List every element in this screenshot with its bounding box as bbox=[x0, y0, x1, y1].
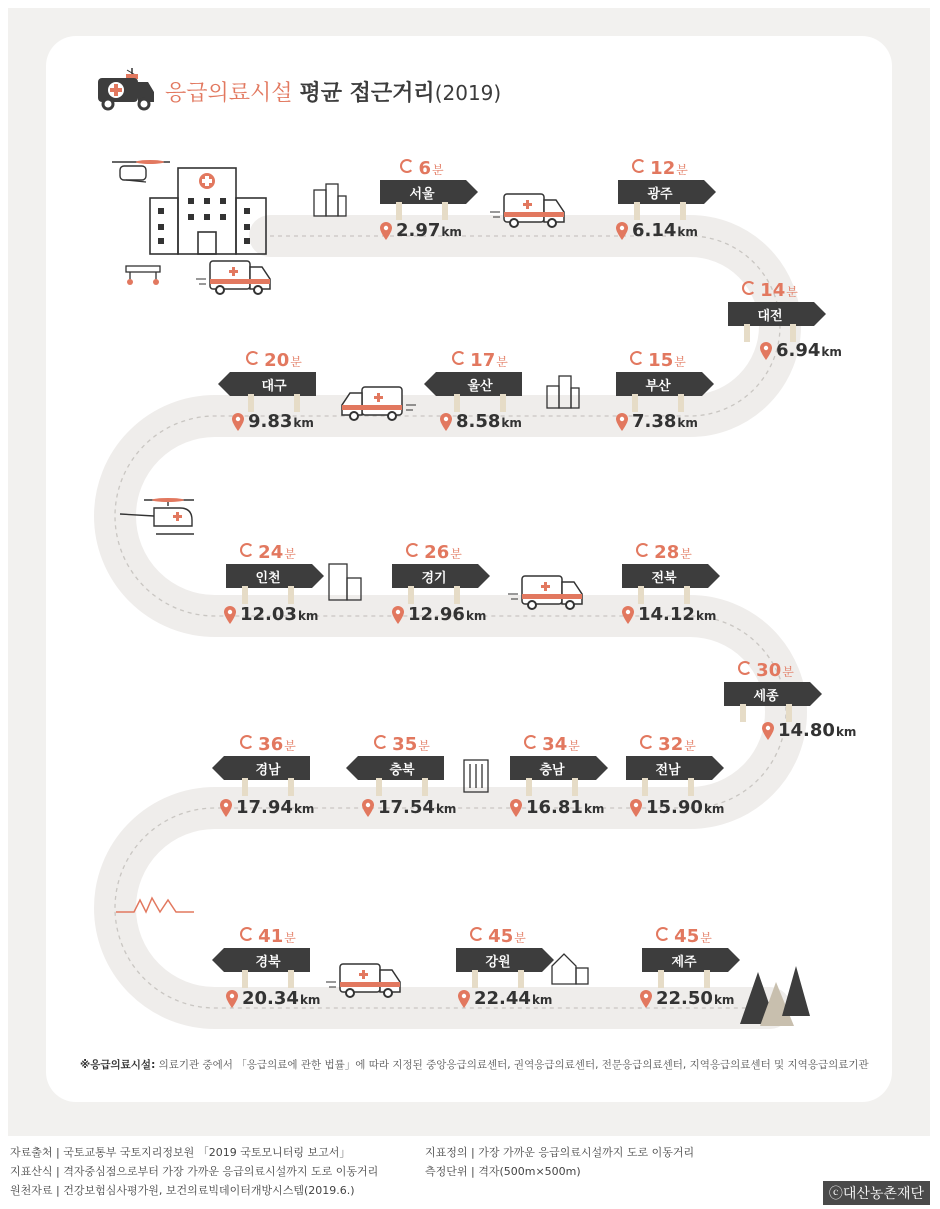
distance-unit: km bbox=[531, 993, 553, 1007]
region-sign bbox=[424, 372, 536, 396]
region-sign bbox=[346, 756, 458, 780]
region-sign bbox=[714, 302, 826, 326]
clock-icon bbox=[406, 543, 420, 557]
clock-icon bbox=[240, 927, 254, 941]
minutes-unit: 분 bbox=[568, 739, 580, 753]
sign-post bbox=[454, 394, 460, 412]
region-sign bbox=[608, 564, 720, 588]
minutes-value: 34 bbox=[542, 734, 568, 755]
source-info-left bbox=[10, 1143, 378, 1200]
location-pin-icon bbox=[220, 799, 232, 817]
distance-label bbox=[440, 411, 522, 432]
minutes-unit: 분 bbox=[674, 355, 686, 369]
region-sign bbox=[628, 948, 740, 972]
travel-time bbox=[212, 734, 324, 755]
minutes-value: 45 bbox=[674, 926, 700, 947]
copyright-badge: ⓒ대산농촌재단 bbox=[823, 1181, 930, 1205]
distance-value: 17.54 bbox=[378, 797, 435, 818]
sign-post bbox=[376, 778, 382, 796]
region-label: 대전 bbox=[757, 309, 783, 324]
minutes-unit: 분 bbox=[496, 355, 508, 369]
sign-post bbox=[634, 202, 640, 220]
region-label: 충남 bbox=[539, 763, 565, 778]
location-pin-icon bbox=[224, 606, 236, 624]
ambulance-icon bbox=[196, 257, 272, 297]
minutes-unit: 분 bbox=[431, 163, 444, 177]
location-pin-icon bbox=[226, 990, 238, 1008]
sign-post bbox=[442, 202, 448, 220]
sign-post bbox=[704, 970, 710, 988]
distance-label bbox=[616, 411, 698, 432]
title-highlight: 응급의료시설 bbox=[165, 81, 293, 106]
minutes-unit: 분 bbox=[786, 285, 798, 299]
travel-time bbox=[710, 660, 822, 681]
region-sign bbox=[602, 372, 714, 396]
minutes-unit: 분 bbox=[700, 931, 712, 945]
sign-post bbox=[688, 778, 694, 796]
sign-post bbox=[684, 586, 690, 604]
location-pin-icon bbox=[616, 413, 628, 431]
travel-time bbox=[378, 542, 490, 563]
clock-icon bbox=[400, 159, 414, 173]
location-pin-icon bbox=[440, 413, 452, 431]
distance-value: 15.90 bbox=[646, 797, 703, 818]
travel-time bbox=[608, 542, 720, 563]
region-label: 서울 bbox=[409, 187, 435, 202]
raw-data-line: 원천자료 | 건강보험심사평가원, 보건의료빅데이터개방시스템(2019.6.) bbox=[10, 1184, 355, 1197]
region-sign bbox=[710, 682, 822, 706]
minutes-value: 26 bbox=[424, 542, 450, 563]
distance-label bbox=[616, 220, 698, 241]
travel-time bbox=[346, 734, 458, 755]
travel-time bbox=[366, 158, 478, 179]
sign-post bbox=[242, 778, 248, 796]
distance-value: 14.80 bbox=[778, 720, 835, 741]
distance-value: 8.58 bbox=[456, 411, 501, 432]
distance-unit: km bbox=[703, 802, 725, 816]
distance-unit: km bbox=[501, 416, 522, 430]
house-icon bbox=[550, 950, 590, 986]
minutes-unit: 분 bbox=[782, 665, 794, 679]
building-icon bbox=[460, 758, 492, 794]
distance-unit: km bbox=[713, 993, 735, 1007]
sign-post bbox=[678, 394, 684, 412]
location-pin-icon bbox=[622, 606, 634, 624]
source-info-right bbox=[425, 1143, 694, 1181]
distance-label bbox=[630, 797, 724, 818]
sign-post bbox=[288, 970, 294, 988]
sign-post bbox=[500, 394, 506, 412]
sign-post bbox=[632, 394, 638, 412]
minutes-value: 24 bbox=[258, 542, 284, 563]
distance-label bbox=[622, 604, 716, 625]
footnote-label: ※응급의료시설: bbox=[80, 1059, 156, 1071]
sign-post bbox=[408, 586, 414, 604]
clock-icon bbox=[374, 735, 388, 749]
unit-line: 측정단위 | 격자(500m×500m) bbox=[425, 1165, 581, 1178]
distance-value: 14.12 bbox=[638, 604, 695, 625]
ambulance-icon bbox=[508, 572, 584, 612]
location-pin-icon bbox=[380, 222, 392, 240]
building-icon bbox=[325, 562, 365, 602]
distance-unit: km bbox=[293, 416, 314, 430]
distance-label bbox=[224, 604, 318, 625]
travel-time bbox=[604, 158, 716, 179]
clock-icon bbox=[240, 543, 254, 557]
sign-post bbox=[638, 586, 644, 604]
sign-post bbox=[294, 394, 300, 412]
definition-line: 지표정의 | 가장 가까운 응급의료시설까지 도로 이동거리 bbox=[425, 1146, 695, 1159]
location-pin-icon bbox=[232, 413, 244, 431]
minutes-value: 14 bbox=[760, 280, 786, 301]
distance-value: 9.83 bbox=[248, 411, 293, 432]
travel-time bbox=[612, 734, 724, 755]
building-icon bbox=[310, 182, 348, 218]
region-label: 울산 bbox=[467, 379, 493, 394]
travel-time bbox=[442, 926, 554, 947]
distance-value: 17.94 bbox=[236, 797, 293, 818]
region-label: 경북 bbox=[255, 955, 281, 970]
heartbeat-icon bbox=[116, 894, 196, 918]
distance-label bbox=[232, 411, 314, 432]
region-sign bbox=[378, 564, 490, 588]
minutes-unit: 분 bbox=[684, 739, 696, 753]
sign-post bbox=[642, 778, 648, 796]
sign-post bbox=[396, 202, 402, 220]
region-label: 강원 bbox=[485, 955, 511, 970]
travel-time bbox=[602, 350, 714, 371]
region-sign bbox=[612, 756, 724, 780]
ambulance-icon bbox=[340, 383, 416, 423]
distance-value: 2.97 bbox=[396, 220, 441, 241]
location-pin-icon bbox=[392, 606, 404, 624]
distance-value: 12.96 bbox=[408, 604, 465, 625]
minutes-value: 36 bbox=[258, 734, 284, 755]
minutes-value: 17 bbox=[470, 350, 496, 371]
trees-icon bbox=[740, 962, 812, 1028]
travel-time bbox=[628, 926, 740, 947]
travel-time bbox=[714, 280, 826, 301]
distance-unit: km bbox=[297, 609, 319, 623]
distance-value: 22.50 bbox=[656, 988, 713, 1009]
minutes-unit: 분 bbox=[284, 739, 296, 753]
clock-icon bbox=[246, 351, 260, 365]
travel-time bbox=[212, 542, 324, 563]
ambulance-title-icon bbox=[96, 68, 156, 112]
sign-post bbox=[658, 970, 664, 988]
travel-time bbox=[496, 734, 608, 755]
clock-icon bbox=[452, 351, 466, 365]
minutes-unit: 분 bbox=[676, 163, 688, 177]
minutes-unit: 분 bbox=[284, 931, 296, 945]
location-pin-icon bbox=[760, 342, 772, 360]
distance-label bbox=[510, 797, 604, 818]
ambulance-icon bbox=[490, 190, 566, 230]
title-main: 평균 접근거리 bbox=[299, 81, 435, 106]
minutes-value: 41 bbox=[258, 926, 284, 947]
location-pin-icon bbox=[616, 222, 628, 240]
location-pin-icon bbox=[630, 799, 642, 817]
footnote-text: 의료기관 중에서 「응급의료에 관한 법률」에 따라 지정된 중앙응급의료센터, 권역응급의료센터, 전문응급의료센터, 지역응급의료센터 및 지역응급의료기관 bbox=[158, 1059, 869, 1071]
minutes-unit: 분 bbox=[284, 547, 296, 561]
region-label: 광주 bbox=[647, 187, 673, 202]
distance-label bbox=[380, 220, 462, 241]
location-pin-icon bbox=[510, 799, 522, 817]
region-label: 경기 bbox=[421, 571, 447, 586]
distance-value: 6.94 bbox=[776, 340, 821, 361]
minutes-unit: 분 bbox=[418, 739, 430, 753]
location-pin-icon bbox=[762, 722, 774, 740]
minutes-value: 28 bbox=[654, 542, 680, 563]
minutes-unit: 분 bbox=[680, 547, 692, 561]
location-pin-icon bbox=[458, 990, 470, 1008]
distance-label bbox=[362, 797, 456, 818]
region-label: 인천 bbox=[255, 571, 281, 586]
distance-label bbox=[762, 720, 856, 741]
sign-post bbox=[242, 970, 248, 988]
region-sign bbox=[218, 372, 330, 396]
distance-value: 6.14 bbox=[632, 220, 677, 241]
distance-value: 16.81 bbox=[526, 797, 583, 818]
clock-icon bbox=[240, 735, 254, 749]
minutes-value: 12 bbox=[650, 158, 676, 179]
minutes-unit: 분 bbox=[514, 931, 526, 945]
distance-value: 12.03 bbox=[240, 604, 297, 625]
region-sign bbox=[604, 180, 716, 204]
region-label: 세종 bbox=[753, 689, 779, 704]
minutes-unit: 분 bbox=[450, 547, 462, 561]
footnote bbox=[80, 1057, 869, 1072]
minutes-value: 15 bbox=[648, 350, 674, 371]
sign-post bbox=[242, 586, 248, 604]
clock-icon bbox=[640, 735, 654, 749]
clock-icon bbox=[636, 543, 650, 557]
region-label: 대구 bbox=[261, 379, 287, 394]
region-sign bbox=[366, 180, 478, 204]
distance-label bbox=[226, 988, 320, 1009]
region-label: 충북 bbox=[389, 763, 415, 778]
distance-label bbox=[220, 797, 314, 818]
clock-icon bbox=[742, 281, 756, 295]
distance-unit: km bbox=[583, 802, 605, 816]
sign-post bbox=[572, 778, 578, 796]
clock-icon bbox=[470, 927, 484, 941]
distance-label bbox=[640, 988, 734, 1009]
minutes-value: 20 bbox=[264, 350, 290, 371]
distance-value: 20.34 bbox=[242, 988, 299, 1009]
distance-unit: km bbox=[821, 345, 842, 359]
sign-post bbox=[472, 970, 478, 988]
sign-post bbox=[422, 778, 428, 796]
region-sign bbox=[496, 756, 608, 780]
region-label: 전남 bbox=[655, 763, 681, 778]
formula-line: 지표산식 | 격자중심점으로부터 가장 가까운 응급의료시설까지 도로 이동거리 bbox=[10, 1165, 379, 1178]
minutes-value: 6 bbox=[418, 158, 431, 179]
minutes-value: 35 bbox=[392, 734, 418, 755]
region-label: 경남 bbox=[255, 763, 281, 778]
sign-post bbox=[288, 778, 294, 796]
travel-time bbox=[218, 350, 330, 371]
travel-time bbox=[212, 926, 324, 947]
distance-unit: km bbox=[299, 993, 321, 1007]
minutes-value: 32 bbox=[658, 734, 684, 755]
clock-icon bbox=[656, 927, 670, 941]
source-line: 자료출처 | 국토교통부 국토지리정보원 「2019 국토모니터링 보고서」 bbox=[10, 1146, 351, 1159]
region-sign bbox=[212, 564, 324, 588]
clock-icon bbox=[630, 351, 644, 365]
sign-post bbox=[518, 970, 524, 988]
region-sign bbox=[212, 948, 324, 972]
distance-label bbox=[392, 604, 486, 625]
building-icon bbox=[543, 374, 581, 410]
distance-value: 22.44 bbox=[474, 988, 531, 1009]
region-label: 전북 bbox=[651, 571, 677, 586]
travel-time bbox=[424, 350, 536, 371]
region-sign bbox=[212, 756, 324, 780]
distance-label bbox=[458, 988, 552, 1009]
sign-post bbox=[288, 586, 294, 604]
distance-unit: km bbox=[293, 802, 315, 816]
distance-unit: km bbox=[677, 416, 698, 430]
distance-unit: km bbox=[441, 225, 462, 239]
sign-post bbox=[680, 202, 686, 220]
minutes-value: 30 bbox=[756, 660, 782, 681]
minutes-value: 45 bbox=[488, 926, 514, 947]
distance-unit: km bbox=[835, 725, 857, 739]
minutes-unit: 분 bbox=[290, 355, 302, 369]
clock-icon bbox=[524, 735, 538, 749]
title-year: (2019) bbox=[434, 81, 502, 105]
sign-post bbox=[526, 778, 532, 796]
location-pin-icon bbox=[640, 990, 652, 1008]
sign-post bbox=[454, 586, 460, 604]
sign-post bbox=[740, 704, 746, 722]
distance-label bbox=[760, 340, 842, 361]
sign-post bbox=[248, 394, 254, 412]
page-title bbox=[165, 76, 501, 107]
region-label: 부산 bbox=[645, 379, 671, 394]
distance-unit: km bbox=[435, 802, 457, 816]
region-label: 제주 bbox=[671, 955, 697, 970]
ambulance-icon bbox=[326, 960, 402, 1000]
clock-icon bbox=[632, 159, 646, 173]
distance-unit: km bbox=[695, 609, 717, 623]
helicopter-icon bbox=[118, 494, 198, 538]
region-sign bbox=[442, 948, 554, 972]
distance-unit: km bbox=[677, 225, 698, 239]
clock-icon bbox=[738, 661, 752, 675]
distance-unit: km bbox=[465, 609, 487, 623]
location-pin-icon bbox=[362, 799, 374, 817]
sign-post bbox=[744, 324, 750, 342]
distance-value: 7.38 bbox=[632, 411, 677, 432]
